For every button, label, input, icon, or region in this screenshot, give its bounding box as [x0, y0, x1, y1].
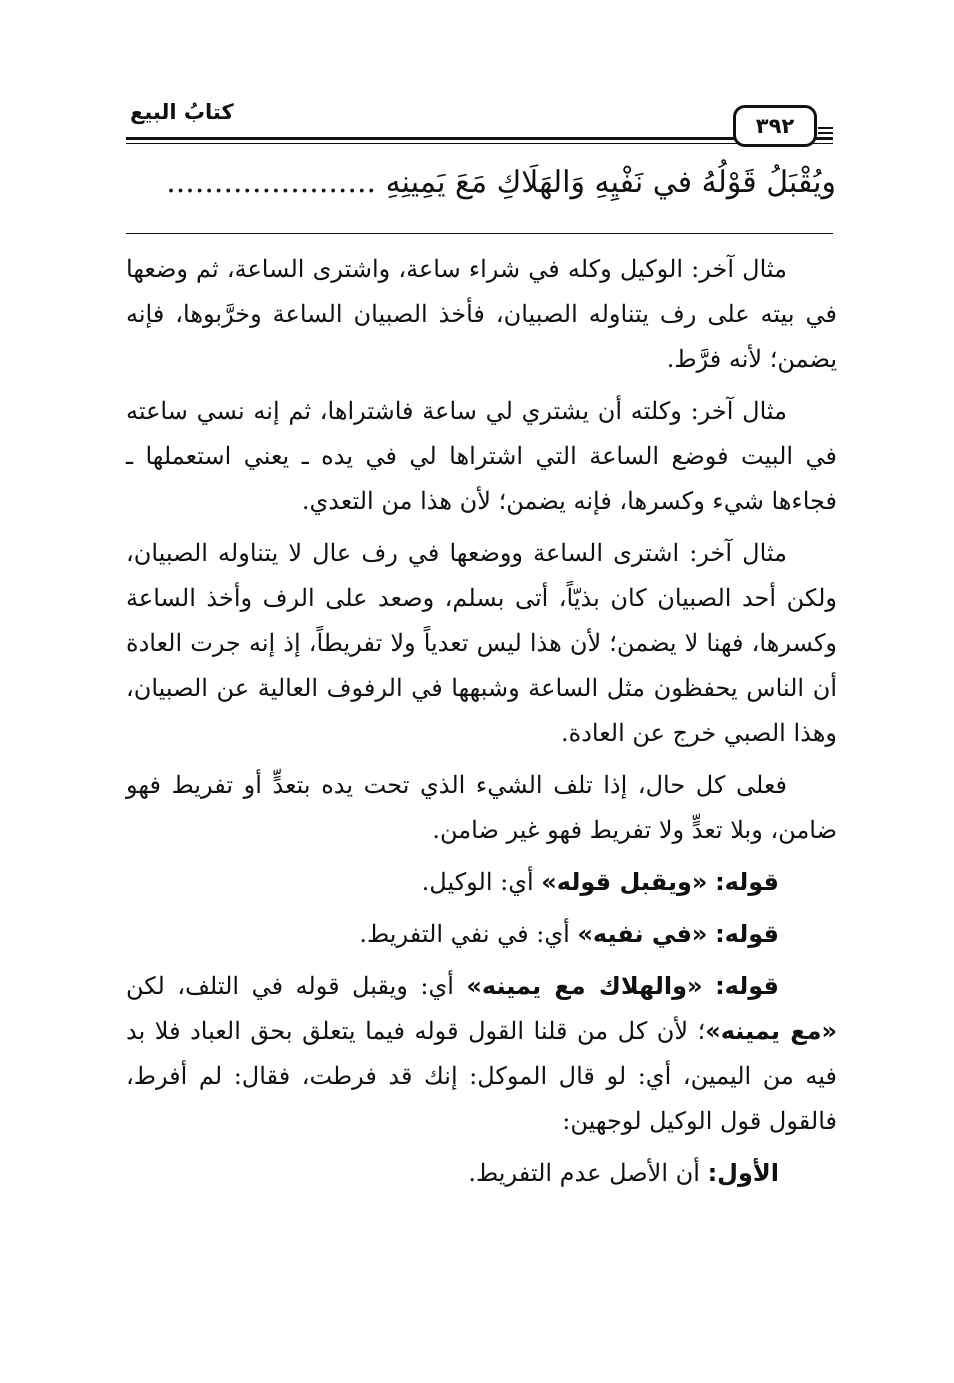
quote-explanation: أي: الوكيل.	[421, 868, 542, 896]
quote-explanation: أي: ويقبل قوله في التلف، لكن	[126, 972, 467, 1000]
quote-keyword: قوله:	[715, 920, 779, 948]
page-number: ٣٩٢	[755, 114, 795, 138]
quote-keyword: قوله:	[715, 972, 779, 1000]
quoted-phrase: «في نفيه»	[577, 920, 708, 948]
quote-explanation: أي: في نفي التفريط.	[359, 920, 578, 948]
commentary	[126, 247, 837, 1203]
header-ornament	[818, 132, 833, 134]
quote-keyword: قوله:	[715, 868, 779, 896]
matn-separator	[126, 233, 833, 234]
quoted-phrase: «مع يمينه»	[705, 1017, 837, 1045]
quote-explanation: ؛ لأن كل من قلنا القول قوله فيما يتعلق بحق العباد فلا بد فيه من اليمين، أي: لو قال الموكل: إنك قد فرطت، فقال: لم أفرط، فالقول قول الوكيل لوجهين:	[126, 1017, 837, 1135]
header-ornament	[818, 127, 833, 129]
quote-line-3	[126, 964, 837, 1144]
paragraph-example-3: مثال آخر: اشترى الساعة ووضعها في رف عال لا يتناوله الصبيان، ولكن أحد الصبيان كان بذيّاً، أتى بسلم، وصعد على الرف وأخذ الساعة وكسرها، فهنا لا يضمن؛ لأن هذا ليس تعدياً ولا تفريطاً، إذ إنه جرت العادة أن الناس يحفظون مثل الساعة وشبهها في الرفوف العالية عن الصبيان، وهذا الصبي خرج عن العادة.	[126, 539, 837, 747]
paragraph-example-1: مثال آخر: الوكيل وكله في شراء ساعة، واشترى الساعة، ثم وضعها في بيته على رف يتناوله الصبيان، فأخذ الصبيان الساعة وخرَّبوها، فإنه يضمن؛ لأنه فرَّط.	[126, 255, 837, 373]
reason-text: أن الأصل عدم التفريط.	[468, 1159, 708, 1187]
quote-line-1	[126, 860, 837, 905]
quoted-phrase: «والهلاك مع يمينه»	[466, 972, 703, 1000]
paragraph-example-2: مثال آخر: وكلته أن يشتري لي ساعة فاشتراها، ثم إنه نسي ساعته في البيت فوضع الساعة التي اشتراها لي في يده ـ يعني استعملها ـ فجاءها شيء وكسرها، فإنه يضمن؛ لأن هذا من التعدي.	[126, 397, 837, 515]
matn-text: ويُقْبَلُ قَوْلُهُ في نَفْيِهِ وَالهَلَاكِ مَعَ يَمِينِهِ	[385, 165, 836, 200]
header-rule-thin	[126, 143, 833, 144]
quote-line-2	[126, 912, 837, 957]
quoted-phrase: «ويقبل قوله»	[541, 868, 708, 896]
matn-line	[126, 160, 836, 206]
header-rule	[126, 137, 833, 140]
paragraph-conclusion: فعلى كل حال، إذا تلف الشيء الذي تحت يده بتعدٍّ أو تفريط فهو ضامن، وبلا تعدٍّ ولا تفريط فهو غير ضامن.	[126, 771, 837, 844]
matn-dots: ......................	[166, 165, 377, 200]
reason-keyword: الأول:	[707, 1159, 779, 1187]
book-title: كتابُ البيع	[130, 100, 234, 124]
first-reason	[126, 1151, 837, 1196]
page-number-badge	[733, 105, 817, 147]
